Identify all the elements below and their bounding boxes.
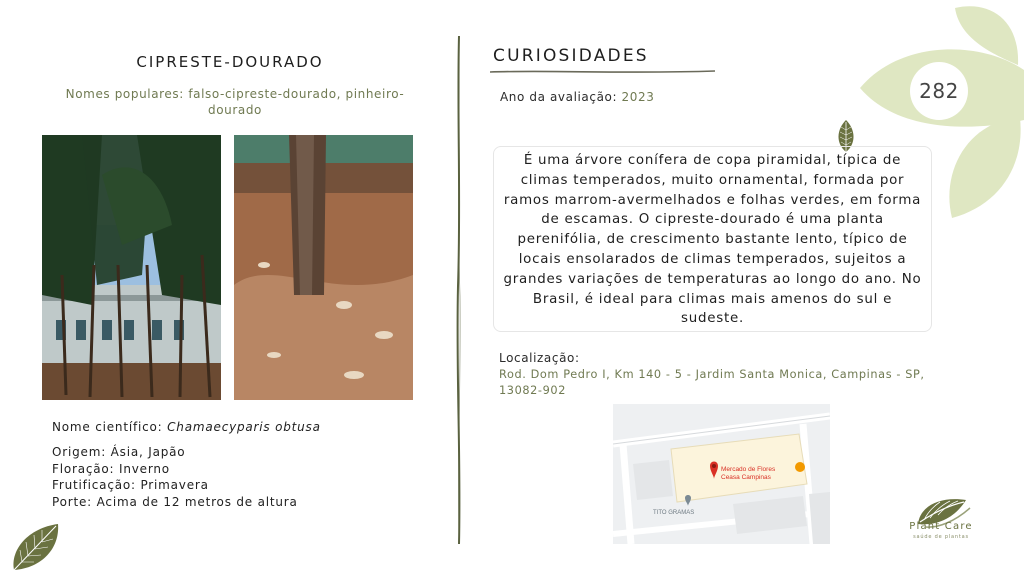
vertical-divider bbox=[452, 36, 466, 544]
trunk-photo bbox=[234, 135, 413, 400]
plant-facts bbox=[52, 444, 298, 510]
scientific-name-line bbox=[52, 420, 321, 434]
leaf-icon bbox=[8, 520, 64, 572]
description-text: É uma árvore conífera de copa piramidal, típica de climas temperados, muito ornamental, formada por ramos marrom-avermelhados e folhas verdes, em forma de escamas. O cipreste-dourado é uma planta perenifólia, de crescimento bastante lento, típico de locais ensolarados de climas temperados, sujeitos a grandes variações de temperaturas ao longo do ano. No Brasil, é ideal para climas mais amenos do sul e sudeste. bbox=[503, 153, 922, 327]
year-label: Ano da avaliação: bbox=[500, 90, 622, 104]
plant-title: CIPRESTE-DOURADO bbox=[136, 53, 324, 71]
fact-origin: Origem: Ásia, Japão bbox=[52, 445, 186, 459]
fact-fruiting: Frutificação: Primavera bbox=[52, 478, 209, 492]
page-number-badge: 282 bbox=[910, 62, 968, 120]
store-pin-icon bbox=[795, 462, 805, 472]
fact-size: Porte: Acima de 12 metros de altura bbox=[52, 494, 298, 509]
year-value: 2023 bbox=[621, 90, 655, 104]
fact-flowering: Floração: Inverno bbox=[52, 461, 170, 476]
scientific-name: Chamaecyparis obtusa bbox=[167, 420, 321, 434]
popular-names: Nomes populares: falso-cipreste-dourado, pinheiro-dourado bbox=[65, 87, 405, 117]
location-address: Rod. Dom Pedro I, Km 140 - 5 - Jardim Santa Monica, Campinas - SP, 13082-902 bbox=[499, 368, 925, 397]
evaluation-year bbox=[500, 90, 655, 104]
brand-tagline: saúde de plantas bbox=[913, 534, 969, 540]
map-secondary-label: TITO GRAMAS bbox=[653, 510, 695, 516]
location-label: Localização: bbox=[499, 351, 580, 365]
brand-name: Plant Care bbox=[909, 521, 973, 532]
section-title: CURIOSIDADES bbox=[493, 46, 649, 66]
location-map[interactable] bbox=[613, 404, 830, 544]
scientific-name-label: Nome científico: bbox=[52, 420, 168, 434]
map-place-label: Mercado de Flores Ceasa Campinas bbox=[721, 466, 776, 481]
description-box bbox=[493, 146, 932, 332]
title-underline bbox=[490, 68, 715, 76]
tree-photo bbox=[42, 135, 221, 400]
